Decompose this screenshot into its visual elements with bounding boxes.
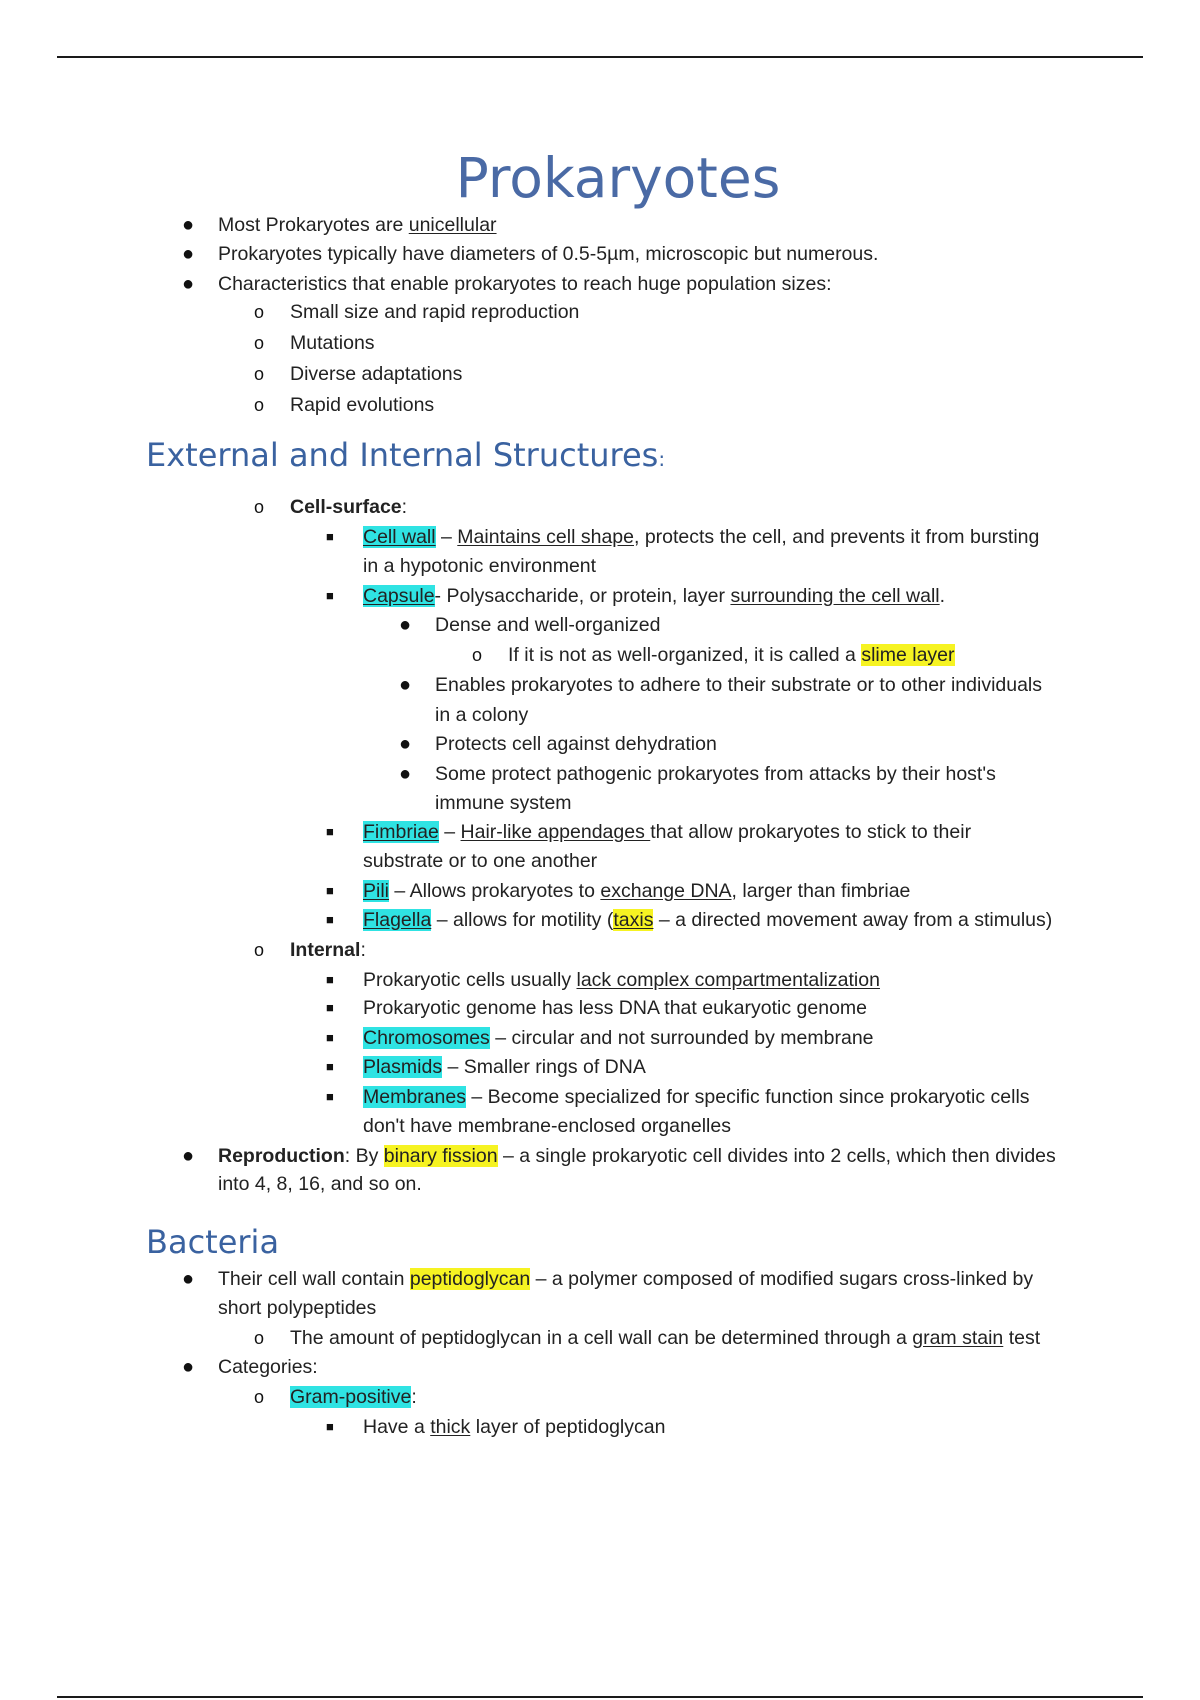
capsule-sub-continuation: immune system [435, 792, 572, 814]
membranes-item: Membranes – Become specialized for specific function since prokaryotic cells [363, 1086, 1030, 1108]
characteristic-item: Mutations [290, 332, 375, 354]
chromosomes-item: Chromosomes – circular and not surrounded by membrane [363, 1027, 874, 1049]
characteristic-item: Small size and rapid reproduction [290, 301, 580, 323]
bullet-circle: o [254, 302, 265, 322]
bullet-dot: ● [182, 214, 195, 236]
structures-heading: External and Internal Structures: [146, 436, 666, 474]
plasmids-item: Plasmids – Smaller rings of DNA [363, 1056, 646, 1078]
bullet-dot: ● [399, 614, 412, 636]
gram-positive-item: Gram-positive: [290, 1386, 417, 1408]
bullet-circle: o [254, 333, 265, 353]
pili-item: Pili – Allows prokaryotes to exchange DNA, larger than fimbriae [363, 880, 911, 902]
fimbriae-item: Fimbriae – Hair-like appendages that allow prokaryotes to stick to their [363, 821, 972, 843]
categories-item: Categories: [218, 1356, 318, 1378]
top-rule [57, 56, 1143, 58]
compartmentalization-item: Prokaryotic cells usually lack complex compartmentalization [363, 969, 880, 991]
capsule-sub-item: Enables prokaryotes to adhere to their substrate or to other individuals [435, 674, 1043, 696]
bottom-rule [57, 1696, 1143, 1698]
capsule-sub-continuation: in a colony [435, 704, 529, 726]
capsule-sub-item: Dense and well-organized [435, 614, 661, 636]
cell-wall-item: Cell wall – Maintains cell shape, protects the cell, and prevents it from bursting [363, 526, 1040, 548]
reproduction-item: Reproduction: By binary fission – a single prokaryotic cell divides into 2 cells, which then divides [218, 1145, 1056, 1167]
capsule-sub-item: Protects cell against dehydration [435, 733, 717, 755]
internal-label: Internal: [290, 939, 366, 961]
bullet-square: ■ [326, 588, 334, 603]
genome-item: Prokaryotic genome has less DNA that eukaryotic genome [363, 997, 868, 1019]
slime-layer-item: If it is not as well-organized, it is called a slime layer [508, 644, 955, 666]
page-title: Prokaryotes [455, 146, 781, 210]
bullet-dot: ● [182, 1145, 195, 1167]
flagella-item: Flagella – allows for motility (taxis – a directed movement away from a stimulus) [363, 909, 1053, 931]
bullet-circle: o [254, 1328, 265, 1348]
bullet-dot: ● [182, 243, 195, 265]
intro-unicellular: Most Prokaryotes are unicellular [218, 214, 497, 236]
capsule-item: Capsule- Polysaccharide, or protein, layer surrounding the cell wall. [363, 585, 946, 607]
bullet-dot: ● [399, 733, 412, 755]
bullet-circle: o [254, 364, 265, 384]
membranes-continuation: don't have membrane-enclosed organelles [363, 1115, 731, 1137]
bullet-square: ■ [326, 972, 334, 987]
bullet-dot: ● [182, 1356, 195, 1378]
bullet-square: ■ [326, 1419, 334, 1434]
bullet-dot: ● [399, 763, 412, 785]
bacteria-heading: Bacteria [146, 1223, 280, 1261]
bullet-square: ■ [326, 1000, 334, 1015]
capsule-sub-item: Some protect pathogenic prokaryotes from attacks by their host's [435, 763, 996, 785]
bullet-square: ■ [326, 529, 334, 544]
fimbriae-continuation: substrate or to one another [363, 850, 598, 872]
bullet-circle: o [254, 497, 265, 517]
bullet-circle: o [254, 395, 265, 415]
characteristic-item: Rapid evolutions [290, 394, 435, 416]
bullet-circle: o [254, 940, 265, 960]
cell-surface-label: Cell-surface: [290, 496, 408, 518]
bullet-square: ■ [326, 912, 334, 927]
bullet-dot: ● [399, 674, 412, 696]
thick-layer-item: Have a thick layer of peptidoglycan [363, 1416, 666, 1438]
bullet-square: ■ [326, 824, 334, 839]
peptidoglycan-item: Their cell wall contain peptidoglycan – a polymer composed of modified sugars cross-linked by [218, 1268, 1034, 1290]
bullet-dot: ● [182, 273, 195, 295]
bullet-dot: ● [182, 1268, 195, 1290]
reproduction-continuation: into 4, 8, 16, and so on. [218, 1173, 422, 1195]
bullet-square: ■ [326, 883, 334, 898]
cell-wall-continuation: in a hypotonic environment [363, 555, 597, 577]
peptidoglycan-continuation: short polypeptides [218, 1297, 377, 1319]
bullet-square: ■ [326, 1089, 334, 1104]
gram-stain-item: The amount of peptidoglycan in a cell wall can be determined through a gram stain test [290, 1327, 1041, 1349]
characteristic-item: Diverse adaptations [290, 363, 463, 385]
bullet-circle: o [254, 1387, 265, 1407]
bullet-square: ■ [326, 1059, 334, 1074]
bullet-circle: o [472, 645, 483, 665]
bullet-square: ■ [326, 1030, 334, 1045]
intro-diameters: Prokaryotes typically have diameters of 0.5-5µm, microscopic but numerous. [218, 243, 879, 265]
intro-characteristics: Characteristics that enable prokaryotes to reach huge population sizes: [218, 273, 832, 295]
